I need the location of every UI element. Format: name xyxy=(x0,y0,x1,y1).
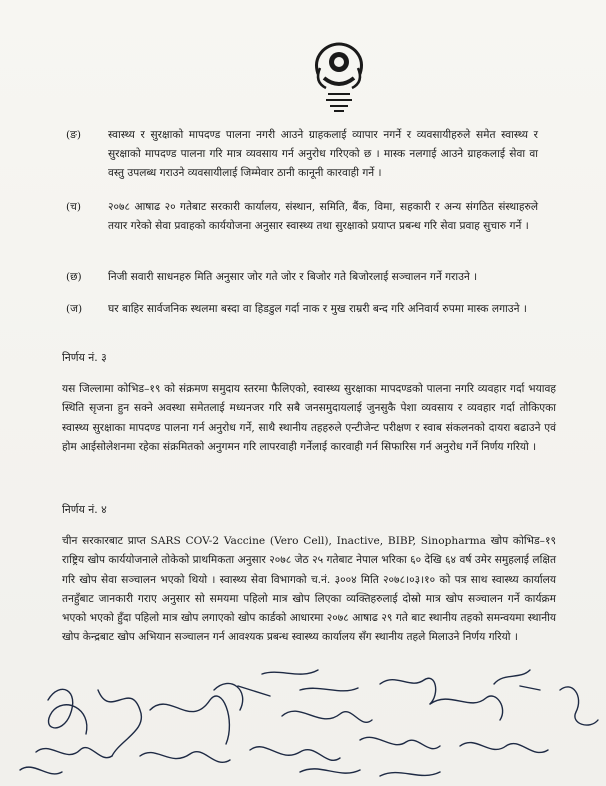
signature-mark xyxy=(282,711,372,722)
signature-mark xyxy=(494,670,540,690)
decision-4-heading: निर्णय नं. ४ xyxy=(62,503,107,516)
signature-mark xyxy=(214,683,270,710)
item-label: (छ) xyxy=(66,271,82,283)
signature-mark xyxy=(140,752,230,763)
signature-mark xyxy=(380,678,436,704)
item-text: घर बाहिर सार्वजनिक स्थलमा बस्दा वा हिडडुल गर्दा नाक र मुख राम्ररी बन्द गरि अनिवार्य रुपमा मास्क लगाउने । xyxy=(108,303,527,315)
signature-mark xyxy=(460,743,548,753)
item-label: (ङ) xyxy=(66,129,82,141)
list-item xyxy=(66,126,538,186)
list-item xyxy=(66,300,538,340)
signature-mark xyxy=(250,747,340,761)
item-label: (ज) xyxy=(66,303,83,315)
list-item xyxy=(66,198,538,258)
signature-mark xyxy=(430,696,503,720)
signatures-area xyxy=(0,660,606,786)
signature-mark xyxy=(36,748,112,758)
signature-mark xyxy=(48,689,87,734)
signature-mark xyxy=(20,767,62,774)
item-text: २०७८ आषाढ २० गतेबाट सरकारी कार्यालय, संस्थान, समिति, बैंक, विमा, सहकारी र अन्य संगठित संस्थाहरुले तयार गरेको सेवा प्रवाहको कार्ययोजना अनुसार स्वास्थ्य तथा सुरक्षाको प्रयाप्त प्रबन्ध गरि सेवा प्रवाह सुचारु गर्ने । xyxy=(108,201,538,232)
signature-mark xyxy=(560,687,598,725)
signature-mark xyxy=(262,670,358,691)
signature-mark xyxy=(150,696,229,744)
item-text: स्वास्थ्य र सुरक्षाको मापदण्ड पालना नगरी आउने ग्राहकलाई व्यापार नगर्ने र व्यवसायीहरुले समेत स्वास्थ्य र सुरक्षाको मापदण्ड पालना गरि मात्र व्यवसाय गर्न अनुरोध गरिएको छ । मास्क नलगाई आउने ग्राहकलाई सेवा वा वस्तु उपलब्ध गराउने व्यवसायीलाई जिम्मेवार ठानी कानूनी कारवाही गर्ने । xyxy=(108,129,538,179)
list-item xyxy=(66,268,538,290)
decision-4-text: चीन सरकारबाट प्राप्त SARS COV-2 Vaccine (Vero Cell), Inactive, BIBP, Sinopharma खोप कोभिड–१९ राष्ट्रिय खोप कार्ययोजनाले तोकेको प्राथमिकता अनुसार २०७८ जेठ २५ गतेबाट नेपाल भरिका ६० देखि ६४ वर्ष उमेर समुहलाई लक्षित गरि खोप सेवा सञ्चालन भएको थियो । स्वास्थ्य सेवा विभागको च.नं. ३००४ मिति २०७८।०३।१० को पत्र साथ स्वास्थ्य कार्यालय तनहुँबाट जानकारी गराए अनुसार सो समयमा पहिलो मात्र खोप लिएका व्यक्तिहरुलाई दोस्रो मात्र खोप सञ्चालन गर्ने कार्यक्रम भएको भएको हुँदा पहिलो मात्र खोप लगाएको खोप कार्डको आधारमा २०७८ आषाढ २९ गते बाट स्थानीय तहको समन्वयमा स्थानीय खोप केन्द्रबाट खोप अभियान सञ्चालन गर्न आवश्यक प्रबन्ध स्वास्थ्य कार्यालय सँग स्थानीय तहले मिलाउने निर्णय गरियो । xyxy=(62,535,556,644)
signature-mark xyxy=(98,690,141,756)
office-seal-icon xyxy=(304,38,374,116)
decision-3-heading: निर्णय नं. ३ xyxy=(62,351,107,364)
item-text: निजी सवारी साधनहरु मिति अनुसार जोर गते जोर र बिजोर गते बिजोरलाई सञ्चालन गर्ने गराउने । xyxy=(108,271,478,283)
item-label: (च) xyxy=(66,201,81,213)
signature-mark xyxy=(300,769,440,776)
decision-3-text: यस जिल्लामा कोभिड–१९ को संक्रमण समुदाय स्तरमा फैलिएको, स्वास्थ्य सुरक्षाका मापदण्डको पालना नगरि व्यवहार गर्दा भयावह स्थिति सृजना हुन सक्ने अवस्था समेतलाई मध्यनजर गरि सबै जनसमुदायलाई जुनसुकै पेशा व्यवसाय र व्यवहार गर्दा तोकिएका स्वास्थ्य सुरक्षाका मापदण्ड पालना गर्न अनुरोध गर्ने, साथै स्थानीय तहहरुले एन्टीजेन्ट परीक्षण र स्वाब संकलनको दायरा बढाउने एवं होम आईसोलेशनमा रहेका संक्रमितको अनुगमन गरि लापरवाही गर्नेलाई कारवाही गर्न सिफारिस गर्न अनुरोध गर्ने निर्णय गरियो । xyxy=(62,383,556,453)
signature-mark xyxy=(360,737,440,748)
